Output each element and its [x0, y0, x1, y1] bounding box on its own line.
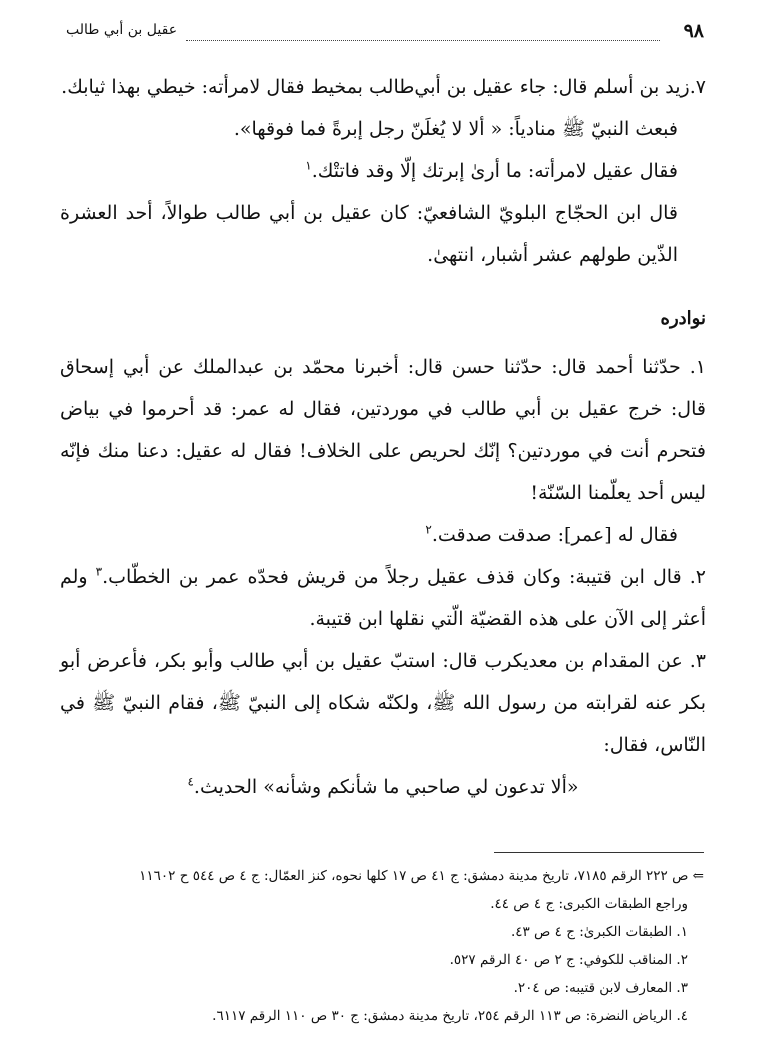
- header-dotted-leader: [186, 40, 660, 41]
- footnote-continued-2: وراجع الطبقات الكبرى: ج ٤ ص ٤٤.: [490, 896, 688, 912]
- footnote-ref-4[interactable]: ٤: [187, 774, 194, 789]
- running-title: عقيل بن أبي طالب: [66, 22, 178, 38]
- footnote-ref-1[interactable]: ١: [305, 158, 312, 173]
- item-1: ١. حدّثنا أحمد قال: حدّثنا حسن قال: أخبرنا محمّد بن عبدالملك عن أبي إسحاق قال: خرج عقيل بن أبي طالب في موردتين، فقال له عمر: قد أحرموا في بياض فتحرم أنت في موردتين؟ إنّك لحريص على الخلاف! فقال له عقيل: دعنا منك فإنّه ليس أحد يعلّمنا السّنّة!: [60, 356, 706, 504]
- footnote-3: ٣. المعارف لابن قتيبه: ص ٢٠٤.: [513, 980, 688, 996]
- item-2-text-a: ٢. قال ابن قتيبة: وكان قذف عقيل رجلاً من قريش فحدّه عمر بن الخطّاب.: [102, 566, 706, 588]
- footnote-ref-3[interactable]: ٣: [95, 564, 103, 579]
- paragraph-aqil-wife: [60, 150, 706, 192]
- item-1-tail-text: فقال له [عمر]: صدقت صدقت.: [431, 524, 678, 546]
- item-3: ٣. عن المقدام بن معديكرب قال: استبّ عقيل بن أبي طالب وأبو بكر، فأعرض أبو بكر عنه لقرابته من رسول الله ﷺ، ولكنّه شكاه إلى النبيّ ﷺ، فقام النبيّ ﷺ في النّاس، فقال:: [60, 650, 706, 756]
- page-body: [60, 66, 706, 808]
- footnote-continued: ⇐ ص ٢٢٢ الرقم ٧١٨٥، تاريخ مدينة دمشق: ج ٤١ ص ١٧ كلها نحوه، كنز العمّال: ج ٤ ص ٥٤٤ ح ١١٦٠٢: [139, 868, 704, 884]
- paragraph-prophet-call: فبعث النبيّ ﷺ منادياً: « ألا لا يُغلَنّ رجل إبرةً فما فوقها».: [233, 118, 678, 140]
- footnote-ref-2[interactable]: ٢: [425, 522, 432, 537]
- item-3-quote: [60, 766, 706, 808]
- item-3-quote-text: «ألا تدعون لي صاحبي ما شأنكم وشأنه» الحديث.: [193, 776, 579, 798]
- item-2: [60, 556, 706, 640]
- page-header: [66, 16, 704, 50]
- footnote-divider: [494, 852, 704, 853]
- page-number: ٩٨: [683, 20, 704, 42]
- paragraph-aqil-wife-text: فقال عقيل لامرأته: ما أرىٰ إبرتك إلّا وقد فاتتْك.: [311, 160, 678, 182]
- section-heading: نوادره: [660, 308, 706, 329]
- footnote-1: ١. الطبقات الكبرىٰ: ج ٤ ص ٤٣.: [510, 924, 688, 940]
- paragraph-zaid: ٧.زيد بن أسلم قال: جاء عقيل بن أبي‌طالب بمخيط فقال لامرأته: خيطي بهذا ثيابك.: [61, 76, 706, 98]
- item-1-tail: [60, 514, 706, 556]
- item-2-text-b: ولم أعثر إلى الآن على هذه القضيّة الّتي نقلها ابن قتيبة.: [60, 566, 706, 630]
- paragraph-ibn-hajjaj: قال ابن الحجّاج البلويّ الشافعيّ: كان عقيل بن أبي طالب طوالاً، أحد العشرة الذّين طولهم عشر أشبار، انتهىٰ.: [60, 202, 678, 266]
- footnotes: [60, 862, 704, 1030]
- footnote-2: ٢. المناقب للكوفي: ج ٢ ص ٤٠ الرقم ٥٢٧.: [449, 952, 688, 968]
- footnote-4: ٤. الرياض النضرة: ص ١١٣ الرقم ٢٥٤، تاريخ مدينة دمشق: ج ٣٠ ص ١١٠ الرقم ٦١١٧.: [212, 1008, 688, 1024]
